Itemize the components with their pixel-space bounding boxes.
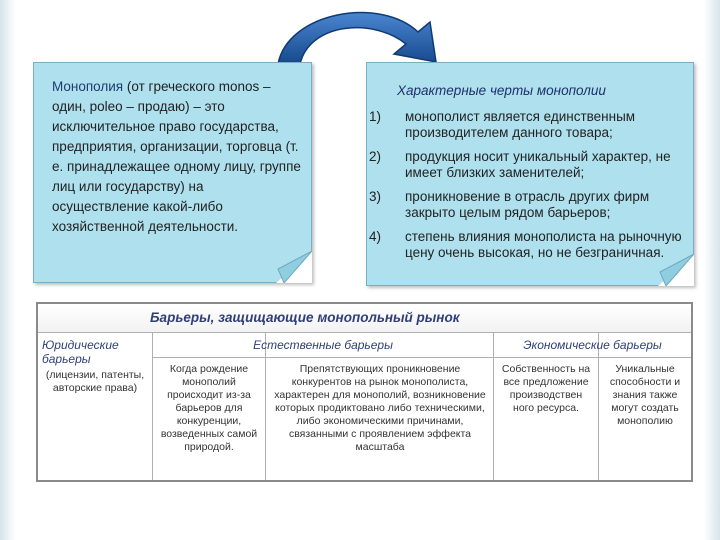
natural-cell-1: Когда рождение монополий происходит из-за барьеров для конкуренции, возведенных самой природой. xyxy=(160,363,258,453)
curved-arrow-icon xyxy=(270,2,450,66)
feature-number: 2) xyxy=(369,149,382,164)
features-list xyxy=(369,109,691,269)
barriers-title: Барьеры, защищающие монопольный рынок xyxy=(38,304,691,333)
feature-number: 3) xyxy=(369,189,382,204)
economic-header: Экономические барьеры xyxy=(494,333,691,358)
feature-item xyxy=(369,149,691,181)
definition-term: Монополия xyxy=(52,79,124,94)
feature-item xyxy=(369,109,691,141)
natural-header: Естественные барьеры xyxy=(153,333,494,358)
definition-text xyxy=(52,77,302,237)
feature-number: 4) xyxy=(369,229,382,244)
legal-note: (лицензии, патенты, авторские права) xyxy=(45,369,145,394)
feature-item xyxy=(369,229,691,261)
legal-header: Юридические барьеры xyxy=(42,338,119,366)
feature-number: 1) xyxy=(369,109,382,124)
feature-text: монополист является единственным производителем данного товара; xyxy=(405,109,636,140)
page-curl-icon xyxy=(276,251,312,283)
economic-cell-1: Собственность на все предложение производствен ного ресурса. xyxy=(501,363,591,414)
definition-note xyxy=(33,62,312,283)
definition-body: (от греческого monos – один, poleo – продаю) – это исключительное право государства, предприятия, организации, торговца (т. е. принадлежащее одному лицу, группе лиц или государству) на осуществление какой-либо хозяйственной деятельности. xyxy=(52,79,301,234)
features-note xyxy=(366,62,694,286)
feature-text: степень влияния монополиста на рыночную цену очень высокая, но не безграничная. xyxy=(405,229,682,260)
feature-text: продукция носит уникальный характер, не имеет близких заменителей; xyxy=(405,149,671,180)
features-title: Характерные черты монополии xyxy=(397,83,606,98)
feature-text: проникновение в отрасль других фирм закрыто целым рядом барьеров; xyxy=(405,189,650,220)
barriers-table xyxy=(36,302,693,482)
barriers-grid xyxy=(38,333,691,480)
page-curl-icon xyxy=(658,254,694,286)
natural-cell-2: Препятствующих проникновение конкурентов на рынок монополиста, характерен для монополий, возникновение которых продиктовано либо техническими, либо экономическими причинами, связанными с проявлением эффекта масштаба xyxy=(274,363,486,453)
economic-cell-2: Уникальные способности и знания также могут создать монополию xyxy=(609,363,681,427)
feature-item xyxy=(369,189,691,221)
